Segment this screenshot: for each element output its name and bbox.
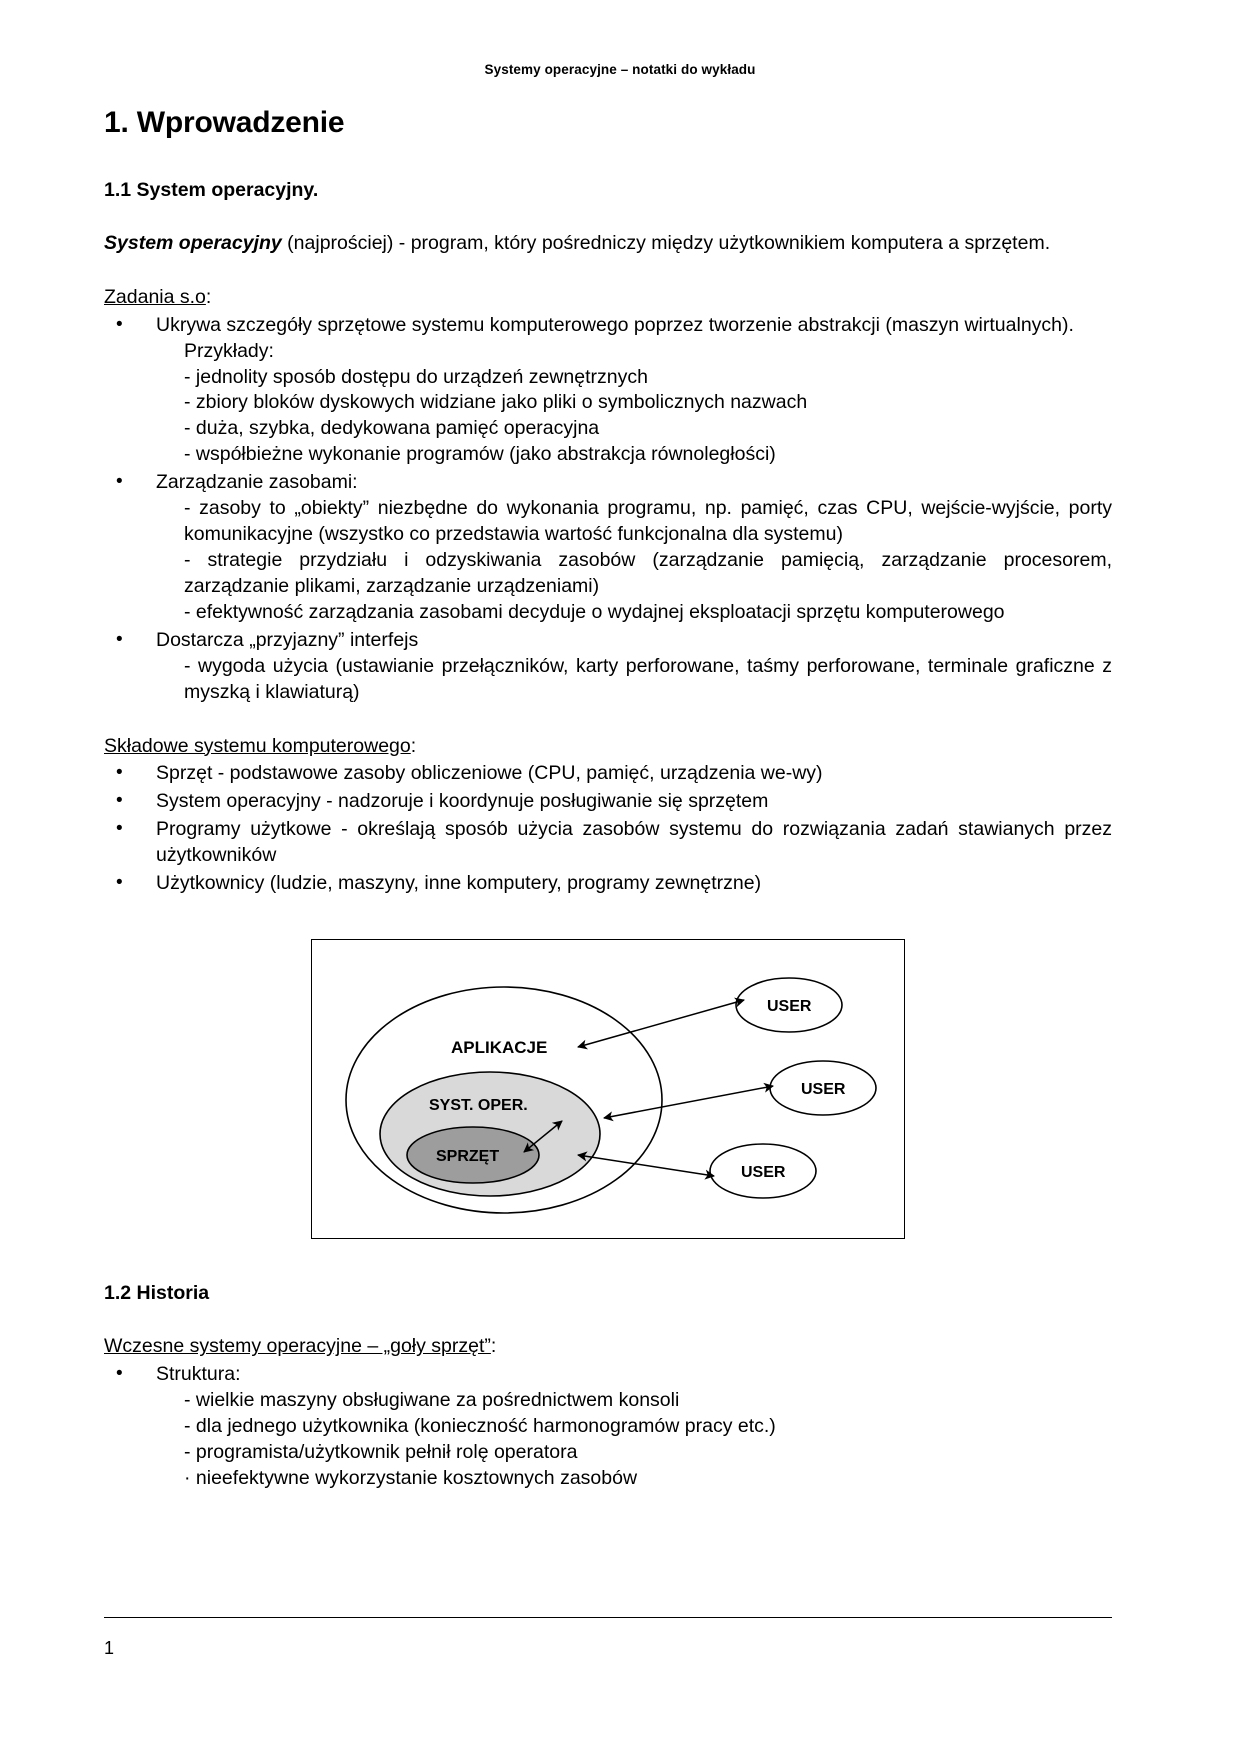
list-item-text: Użytkownicy (ludzie, maszyny, inne komputery, programy zewnętrzne) — [156, 872, 762, 895]
list-item — [104, 761, 1112, 787]
definition-term: System operacyjny — [104, 231, 282, 254]
sub-list-item: - wielkie maszyny obsługiwane za pośrednictwem konsoli — [184, 1389, 680, 1412]
sub-list-item: · nieefektywne wykorzystanie kosztownych zasobów — [184, 1467, 638, 1489]
section-heading-1-2: 1.2 Historia — [104, 1282, 210, 1305]
sub-list-item: - współbieżne wykonanie programów (jako abstrakcja równoległości) — [184, 443, 776, 466]
label-user-middle: USER — [801, 1081, 846, 1099]
sub-list — [156, 496, 1112, 626]
tasks-heading-text: Zadania s.o — [104, 285, 206, 308]
history-heading — [104, 1334, 1112, 1360]
list-item — [104, 628, 1112, 706]
document-content — [104, 104, 1112, 1492]
sub-list-item: Przykłady: — [184, 339, 274, 362]
sub-list-item: - zbiory bloków dyskowych widziane jako pliki o symbolicznych nazwach — [184, 391, 808, 414]
list-item-text: Struktura: — [156, 1363, 241, 1386]
list-item — [104, 789, 1112, 815]
diagram-system-layers — [311, 939, 905, 1239]
label-user-top: USER — [767, 998, 812, 1016]
sub-list-item: - duża, szybka, dedykowana pamięć operacyjna — [184, 417, 600, 440]
list-item-text: Ukrywa szczegóły sprzętowe systemu komputerowego poprzez tworzenie abstrakcji (maszyn wirtualnych). — [156, 313, 1074, 336]
history-heading-text: Wczesne systemy operacyjne – „goły sprzęt” — [104, 1335, 491, 1358]
components-heading-colon: : — [410, 734, 417, 757]
tasks-list — [104, 313, 1112, 706]
definition-paragraph — [104, 231, 1112, 257]
sub-list-item: - zasoby to „obiekty” niezbędne do wykonania programu, np. pamięć, czas CPU, wejście-wyjście, porty komunikacyjne (wszystko co przedstawia wartość funkcjonalna dla systemu) — [184, 497, 1112, 546]
list-item-text: Dostarcza „przyjazny” interfejs — [156, 628, 419, 651]
history-heading-colon: : — [490, 1335, 497, 1358]
figure-container — [104, 939, 1112, 1239]
list-item-text: System operacyjny - nadzoruje i koordynuje posługiwanie się sprzętem — [156, 790, 769, 813]
label-sprzet: SPRZĘT — [436, 1148, 500, 1166]
running-header: Systemy operacyjne – notatki do wykładu — [484, 62, 756, 77]
list-item-text: Zarządzanie zasobami: — [156, 471, 358, 494]
section-heading-1-1: 1.1 System operacyjny. — [104, 178, 319, 201]
footer-divider — [104, 1617, 1112, 1618]
sub-list-item: - wygoda użycia (ustawianie przełączników, karty perforowane, taśmy perforowane, terminale graficzne z myszką i klawiaturą) — [184, 654, 1112, 703]
label-syst-oper: SYST. OPER. — [429, 1097, 528, 1115]
list-item-text: Programy użytkowe - określają sposób użycia zasobów systemu do rozwiązania zadań stawianych przez użytkowników — [156, 818, 1112, 867]
list-item-text: Sprzęt - podstawowe zasoby obliczeniowe (CPU, pamięć, urządzenia we-wy) — [156, 762, 823, 785]
list-item — [104, 817, 1112, 869]
components-heading-text: Składowe systemu komputerowego — [104, 734, 411, 757]
page-title: 1. Wprowadzenie — [104, 106, 345, 139]
sub-list — [156, 1388, 1112, 1492]
label-user-bottom: USER — [741, 1164, 786, 1182]
sub-list — [156, 654, 1112, 706]
components-list — [104, 761, 1112, 897]
sub-list-item: - strategie przydziału i odzyskiwania zasobów (zarządzanie pamięcią, zarządzanie procesorem, zarządzanie plikami, zarządzanie urządzeniami) — [184, 548, 1112, 597]
sub-list — [156, 339, 1112, 469]
tasks-heading-colon: : — [205, 285, 212, 308]
list-item — [104, 871, 1112, 897]
label-aplikacje: APLIKACJE — [451, 1038, 548, 1058]
components-heading — [104, 734, 1112, 760]
sub-list-item: - jednolity sposób dostępu do urządzeń zewnętrznych — [184, 365, 648, 388]
list-item — [104, 470, 1112, 626]
tasks-heading — [104, 285, 1112, 311]
list-item — [104, 313, 1112, 469]
sub-list-item: - programista/użytkownik pełnił rolę operatora — [184, 1441, 578, 1464]
list-item — [104, 1362, 1112, 1492]
page-number: 1 — [104, 1638, 115, 1658]
sub-list-item: - efektywność zarządzania zasobami decyduje o wydajnej eksploatacji sprzętu komputerowego — [184, 600, 1005, 623]
history-list — [104, 1362, 1112, 1492]
definition-rest: (najprościej) - program, który pośredniczy między użytkownikiem komputera a sprzętem. — [281, 231, 1051, 254]
sub-list-item: - dla jednego użytkownika (konieczność harmonogramów pracy etc.) — [184, 1415, 776, 1438]
